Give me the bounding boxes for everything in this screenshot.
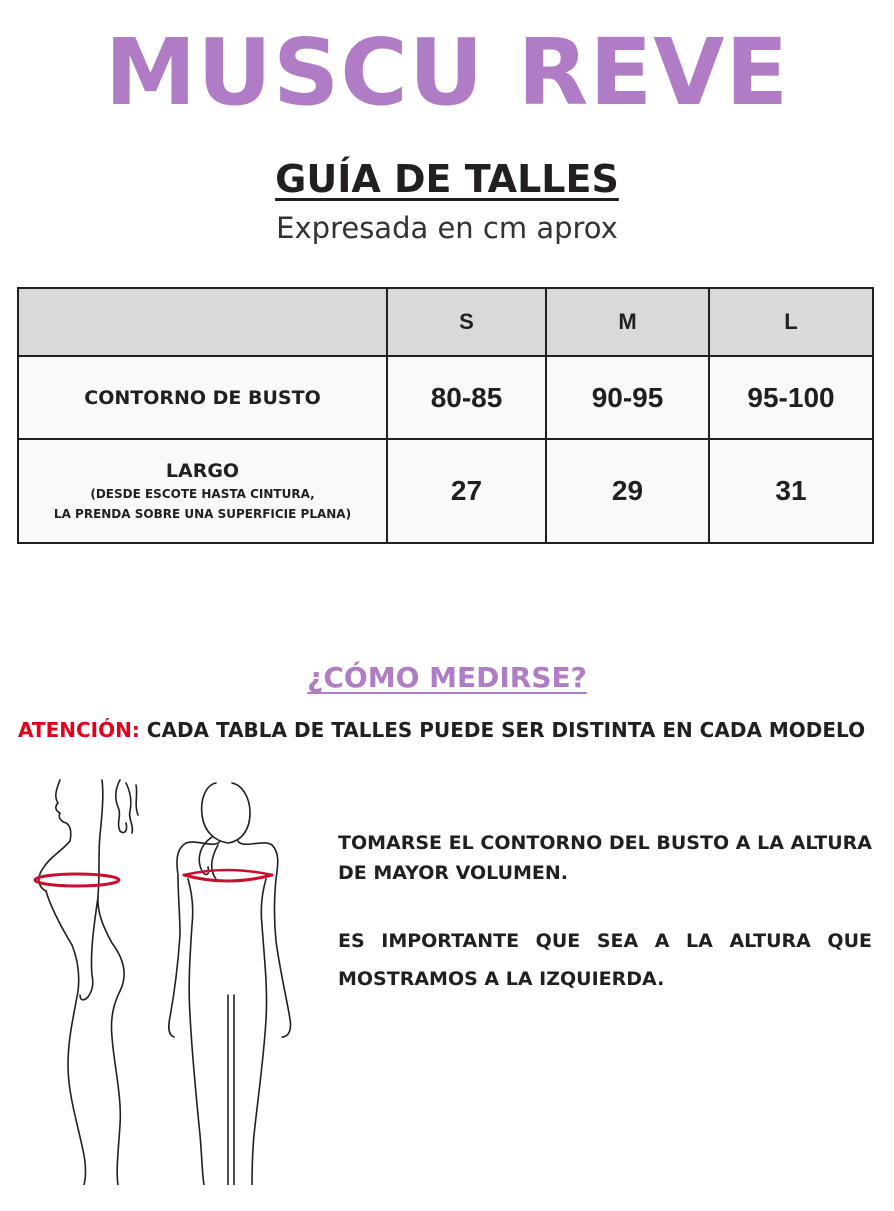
instruction-bust-height: TOMARSE EL CONTORNO DEL BUSTO A LA ALTURA DE MAYOR VOLUMEN. bbox=[338, 832, 872, 884]
size-header-s: S bbox=[387, 288, 546, 356]
front-bust-band bbox=[184, 875, 272, 881]
front-figure-illustration bbox=[169, 783, 291, 1185]
attention-notice bbox=[18, 714, 888, 746]
attention-label: ATENCIÓN: bbox=[18, 718, 140, 742]
instruction-importance: ES IMPORTANTE QUE SEA A LA ALTURA QUE MOSTRAMOS A LA IZQUIERDA. bbox=[338, 930, 872, 990]
header-empty-cell bbox=[18, 288, 387, 356]
side-figure-illustration bbox=[39, 780, 138, 1185]
table-row bbox=[18, 356, 873, 439]
value-largo-m: 29 bbox=[546, 439, 709, 543]
table-row bbox=[18, 439, 873, 543]
size-header-m: M bbox=[546, 288, 709, 356]
value-busto-m: 90-95 bbox=[546, 356, 709, 439]
size-header-l: L bbox=[709, 288, 873, 356]
value-largo-s: 27 bbox=[387, 439, 546, 543]
row-label-busto: CONTORNO DE BUSTO bbox=[18, 356, 387, 439]
how-to-measure-title: ¿CÓMO MEDIRSE? bbox=[307, 661, 587, 694]
size-guide-subtitle: Expresada en cm aprox bbox=[276, 211, 618, 245]
front-bust-band-back bbox=[184, 870, 272, 875]
value-largo-l: 31 bbox=[709, 439, 873, 543]
row-label-largo-cell bbox=[18, 439, 387, 543]
row-note-largo-line1: (DESDE ESCOTE HASTA CINTURA, bbox=[90, 487, 315, 501]
side-bust-band bbox=[35, 874, 119, 886]
row-note-largo-line2: LA PRENDA SOBRE UNA SUPERFICIE PLANA) bbox=[53, 507, 352, 521]
value-busto-l: 95-100 bbox=[709, 356, 873, 439]
value-busto-s: 80-85 bbox=[387, 356, 546, 439]
brand-title: MUSCU REVE bbox=[104, 19, 790, 126]
attention-text: CADA TABLA DE TALLES PUEDE SER DISTINTA EN CADA MODELO bbox=[139, 718, 866, 742]
size-table bbox=[17, 287, 874, 544]
size-guide-title: GUÍA DE TALLES bbox=[275, 157, 619, 201]
measure-instructions bbox=[338, 828, 872, 998]
measurement-figures bbox=[20, 775, 320, 1185]
size-header-row bbox=[18, 288, 873, 356]
row-label-largo: LARGO bbox=[165, 460, 240, 482]
